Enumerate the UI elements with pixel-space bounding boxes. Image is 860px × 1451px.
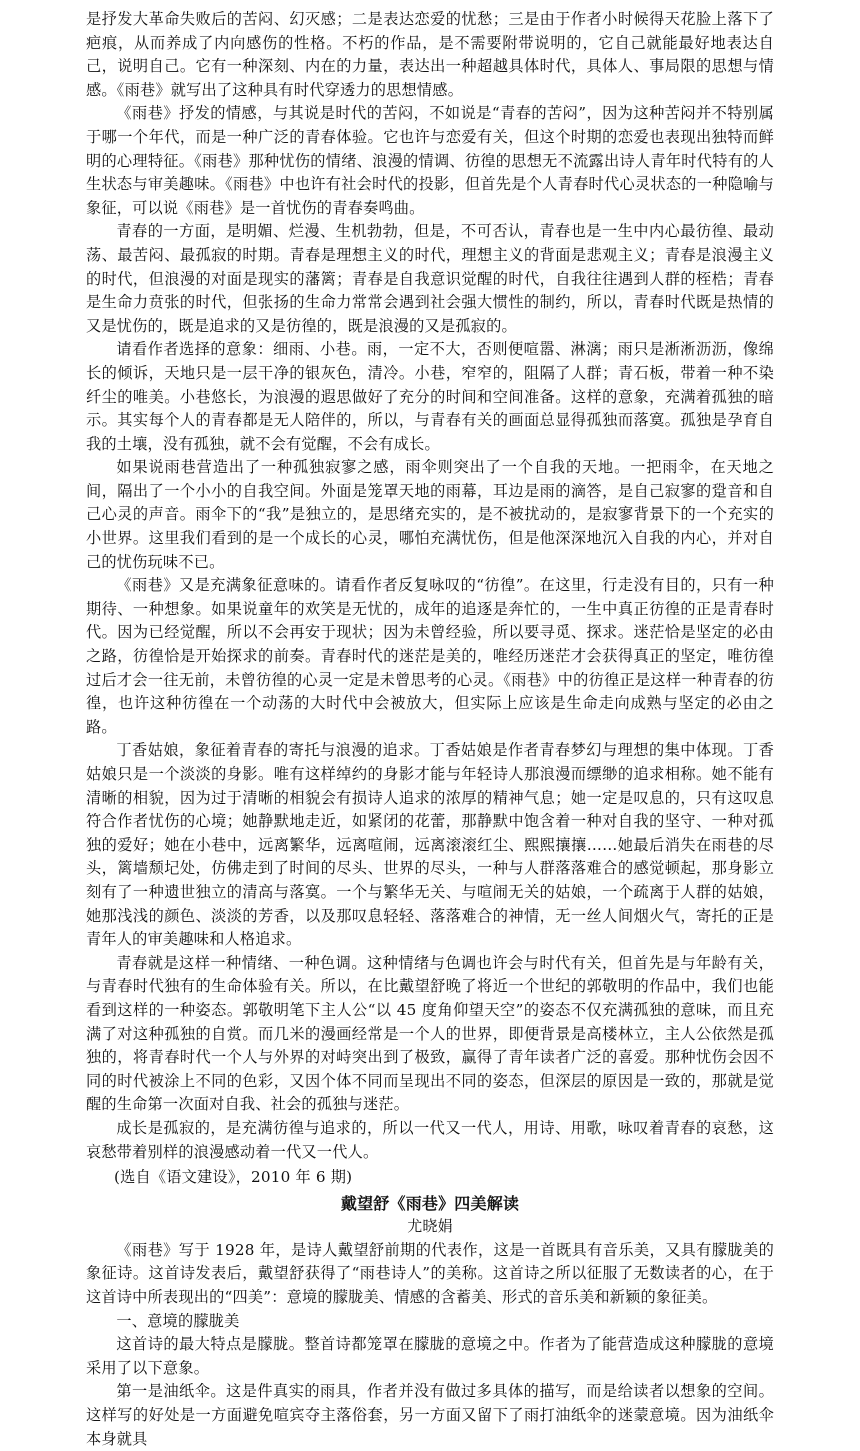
- body-paragraph-6: 《雨巷》又是充满象征意味的。请看作者反复咏叹的“彷徨”。在这里，行走没有目的，只有一种期待、一种想象。如果说童年的欢笑是无忧的，成年的追逐是奔忙的，一生中真正彷徨的正是青春时代。因为已经觉醒，所以不会再安于现状；因为未曾经验，所以要寻觅、探求。迷茫恰是坚定的必由之路，彷徨恰是开始探求的前奏。青春时代的迷茫是美的，唯经历迷茫才会获得真正的坚定，唯彷徨过后才会一往无前，未曾彷徨的心灵一定是未曾思考的心灵。《雨巷》中的彷徨正是这样一种青春的彷徨，也许这种彷徨在一个动荡的大时代中会被放大，但实际上应该是生命走向成熟与坚定的必由之路。: [86, 576, 774, 736]
- body-paragraph-3: 青春的一方面，是明媚、烂漫、生机勃勃，但是，不可否认，青春也是一生中内心最彷徨、最动荡、最苦闷、最孤寂的时期。青春是理想主义的时代，理想主义的背面是悲观主义；青春是浪漫主义的时代，但浪漫的对面是现实的藩篱；青春是自我意识觉醒的时代，自我往往遇到人群的桎梏；青春是生命力贲张的时代，但张扬的生命力常常会遇到社会强大惯性的制约，所以，青春时代既是热情的又是忧伤的，既是追求的又是彷徨的，既是浪漫的又是孤寂的。: [86, 222, 774, 335]
- body-paragraph-8: 青春就是这样一种情绪、一种色调。这种情绪与色调也许会与时代有关，但首先是与年龄有关，与青春时代独有的生命体验有关。所以，在比戴望舒晚了将近一个世纪的郭敬明的作品中，我们也能看到这样的一种姿态。郭敬明笔下主人公“以 45 度角仰望天空”的姿态不仅充满孤独的意味，而且充满了对这种孤独的自赏。而几米的漫画经常是一个人的世界，即便背景是高楼林立，主人公依然是孤独的，将青春时代一个人与外界的对峙突出到了极致，赢得了青年读者广泛的喜爱。那种忧伤会因不同的时代被涂上不同的色彩，又因个体不同而呈现出不同的姿态，但深层的原因是一致的，那就是觉醒的生命第一次面对自我、社会的孤独与迷茫。: [86, 953, 774, 1114]
- body-paragraph-1: 是抒发大革命失败后的苦闷、幻灭感；二是表达恋爱的忧愁；三是由于作者小时候得天花脸上落下了疤痕，从而养成了内向感伤的性格。不朽的作品，是不需要附带说明的，它自己就能最好地表达自己，说明自己。它有一种深刻、内在的力量，表达出一种超越具体时代，具体人、事局限的思想与情感。《雨巷》就写出了这种具有时代穿透力的思想情感。: [86, 10, 774, 99]
- section-paragraph-2: 第一是油纸伞。这是件真实的雨具，作者并没有做过多具体的描写，而是给读者以想象的空间。这样写的好处是一方面避免喧宾夺主落俗套，另一方面又留下了雨打油纸伞的迷蒙意境。因为油纸伞本身就具: [86, 1382, 774, 1448]
- article-title: 戴望舒《雨巷》四美解读: [340, 1193, 520, 1213]
- article-author: 尤晓娟: [407, 1217, 453, 1236]
- section-heading: 一、意境的朦胧美: [116, 1311, 240, 1330]
- section-paragraph-1: 这首诗的最大特点是朦胧。整首诗都笼罩在朦胧的意境之中。作者为了能营造成这种朦胧的意境采用了以下意象。: [86, 1335, 774, 1377]
- document-page: [86, 8, 774, 1451]
- body-paragraph-4: 请看作者选择的意象：细雨、小巷。雨，一定不大，否则便喧嚣、淋漓；雨只是淅淅沥沥，像绵长的倾诉，天地只是一层干净的银灰色，清冷。小巷，窄窄的，阻隔了人群；青石板，带着一种不染纤尘的唯美。小巷悠长，为浪漫的遐思做好了充分的时间和空间准备。这样的意象，充满着孤独的暗示。其实每个人的青春都是无人陪伴的，所以，与青春有关的画面总显得孤独而落寞。孤独是孕育自我的土壤，没有孤独，就不会有觉醒，不会有成长。: [86, 340, 774, 453]
- body-paragraph-7: 丁香姑娘，象征着青春的寄托与浪漫的追求。丁香姑娘是作者青春梦幻与理想的集中体现。丁香姑娘只是一个淡淡的身影。唯有这样绰约的身影才能与年轻诗人那浪漫而缥缈的追求相称。她不能有清晰的相貌，因为过于清晰的相貌会有损诗人追求的浓厚的精神气息；她一定是叹息的，只有这叹息符合作者忧伤的心境；她静默地走近，如紧闭的花蕾，那静默中饱含着一种对自我的坚守、一种对孤独的爱好；她在小巷中，远离繁华，远离喧闹，远离滚滚红尘、熙熙攘攘……她最后消失在雨巷的尽头，篱墙颓圮处，仿佛走到了时间的尽头、世界的尽头，一种与人群落落难合的感觉顿起，那身影立刻有了一种遗世独立的清高与落寞。一个与繁华无关、与喧闹无关的姑娘，一个疏离于人群的姑娘，她那浅浅的颜色、淡淡的芳香，以及那叹息轻轻、落落难合的神情，无一丝人间烟火气，寄托的正是青年人的审美趣味和人格追求。: [86, 741, 774, 949]
- body-paragraph-9: 成长是孤寂的，是充满彷徨与追求的，所以一代又一代人，用诗、用歌，咏叹着青春的哀愁，这哀愁带着别样的浪漫感动着一代又一代人。: [86, 1118, 774, 1161]
- intro-paragraph: 《雨巷》写于 1928 年，是诗人戴望舒前期的代表作，这是一首既具有音乐美，又具有朦胧美的象征诗。这首诗发表后，戴望舒获得了“雨巷诗人”的美称。这首诗之所以征服了无数读者的心，在于这首诗中所表现出的“四美”：意境的朦胧美、情感的含蓄美、形式的音乐美和新颖的象征美。: [86, 1240, 774, 1307]
- body-paragraph-5: 如果说雨巷营造出了一种孤独寂寥之感，雨伞则突出了一个自我的天地。一把雨伞，在天地之间，隔出了一个小小的自我空间。外面是笼罩天地的雨幕，耳边是雨的滴答，是自己寂寥的跫音和自己心灵的声音。雨伞下的“我”是独立的，是思绪充实的，是不被扰动的，是寂寥背景下的一个充实的小世界。这里我们看到的是一个成长的心灵，哪怕充满忧伤，但是他深深地沉入自我的内心，并对自己的忧伤玩味不已。: [86, 458, 774, 571]
- source-citation: (选自《语文建设》，2010 年 6 期): [114, 1168, 353, 1187]
- body-paragraph-2: 《雨巷》抒发的情感，与其说是时代的苦闷，不如说是“青春的苦闷”，因为这种苦闷并不特别属于哪一个年代，而是一种广泛的青春体验。它也许与恋爱有关，但这个时期的恋爱也表现出独特而鲜明的心理特征。《雨巷》那种忧伤的情绪、浪漫的情调、彷徨的思想无不流露出诗人青年时代特有的人生状态与审美趣味。《雨巷》中也许有社会时代的投影，但首先是个人青春时代心灵状态的一种隐喻与象征，可以说《雨巷》是一首忧伤的青春奏鸣曲。: [86, 104, 774, 217]
